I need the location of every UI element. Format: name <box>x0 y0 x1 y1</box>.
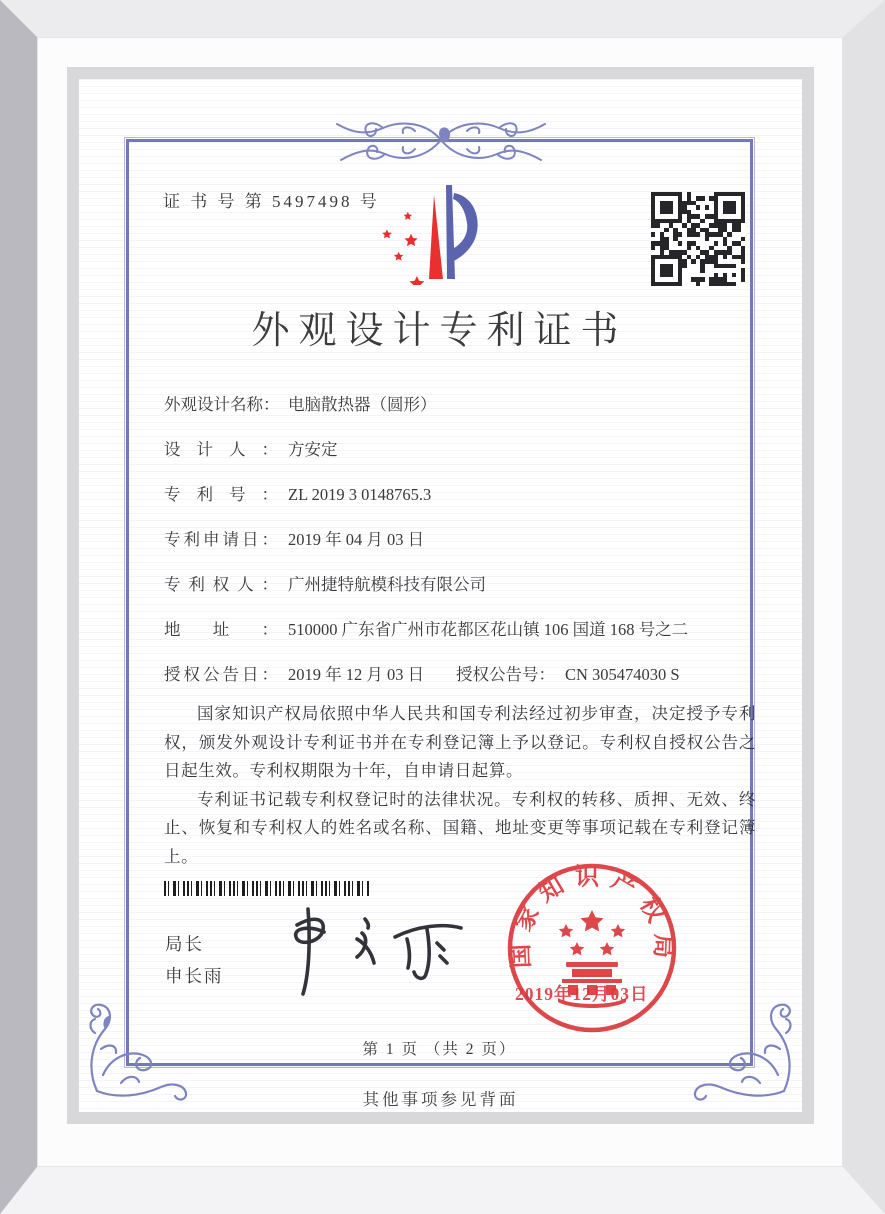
certificate-number: 证 书 号 第 5497498 号 <box>163 192 380 211</box>
field-value: CN 305474030 S <box>565 665 680 684</box>
qr-code <box>651 192 745 286</box>
field-value: 方安定 <box>288 440 338 459</box>
field-design-name <box>164 392 764 418</box>
official-seal <box>502 856 682 1036</box>
barcode <box>164 881 371 896</box>
certificate-title: 外观设计专利证书 <box>251 310 628 352</box>
seal-date: 2019年12月03日 <box>515 984 649 1004</box>
field-grant-date <box>164 662 764 688</box>
field-label: 专利号： <box>164 485 278 504</box>
field-label: 授权公告日： <box>164 665 278 684</box>
field-patent-number <box>164 482 764 508</box>
signature-handwriting <box>277 897 477 1002</box>
signer-name: 申长雨 <box>165 966 224 986</box>
legal-text <box>164 700 756 871</box>
field-list <box>164 392 764 707</box>
field-designer <box>164 437 764 463</box>
top-center-ornament-icon <box>321 111 561 169</box>
field-label: 专利权人： <box>164 575 278 594</box>
field-label: 设计人： <box>164 440 278 459</box>
field-value: 2019 年 04 月 03 日 <box>288 530 425 549</box>
field-value: 2019 年 12 月 03 日 <box>288 665 425 684</box>
legal-paragraph: 国家知识产权局依照中华人民共和国专利法经过初步审查，决定授予专利权，颁发外观设计专利证书并在专利登记簿上予以登记。专利权自授权公告之日起生效。专利权期限为十年，自申请日起算。 <box>164 704 756 780</box>
legal-paragraph: 专利证书记载专利权登记时的法律状况。专利权的转移、质押、无效、终止、恢复和专利权人的姓名或名称、国籍、地址变更等事项记载在专利登记簿上。 <box>164 789 756 866</box>
back-side-note: 其他事项参见背面 <box>362 1090 519 1109</box>
field-publication-number <box>456 662 680 688</box>
field-value: 电脑散热器（圆形） <box>288 395 437 414</box>
signer-title: 局长 <box>165 934 204 954</box>
frame-inner-lip <box>67 67 814 1124</box>
field-value: 广州捷特航模科技有限公司 <box>288 575 486 594</box>
field-address <box>164 617 764 643</box>
page-indicator: 第 1 页 （共 2 页） <box>362 1041 517 1058</box>
field-label: 地址： <box>164 620 278 639</box>
field-label: 外观设计名称： <box>164 395 280 414</box>
field-label: 专利申请日： <box>164 530 278 549</box>
cnipa-logo-icon <box>377 181 481 285</box>
seal-agency-text: 国家知识产权局 <box>507 864 677 969</box>
field-value: ZL 2019 3 0148765.3 <box>288 485 432 504</box>
field-label: 授权公告号： <box>456 665 555 684</box>
field-patentee <box>164 572 764 598</box>
field-filing-date <box>164 527 764 553</box>
field-value: 510000 广东省广州市花都区花山镇 106 国道 168 号之二 <box>288 620 689 639</box>
frame-mat <box>37 37 843 1167</box>
certificate-paper <box>79 79 802 1112</box>
